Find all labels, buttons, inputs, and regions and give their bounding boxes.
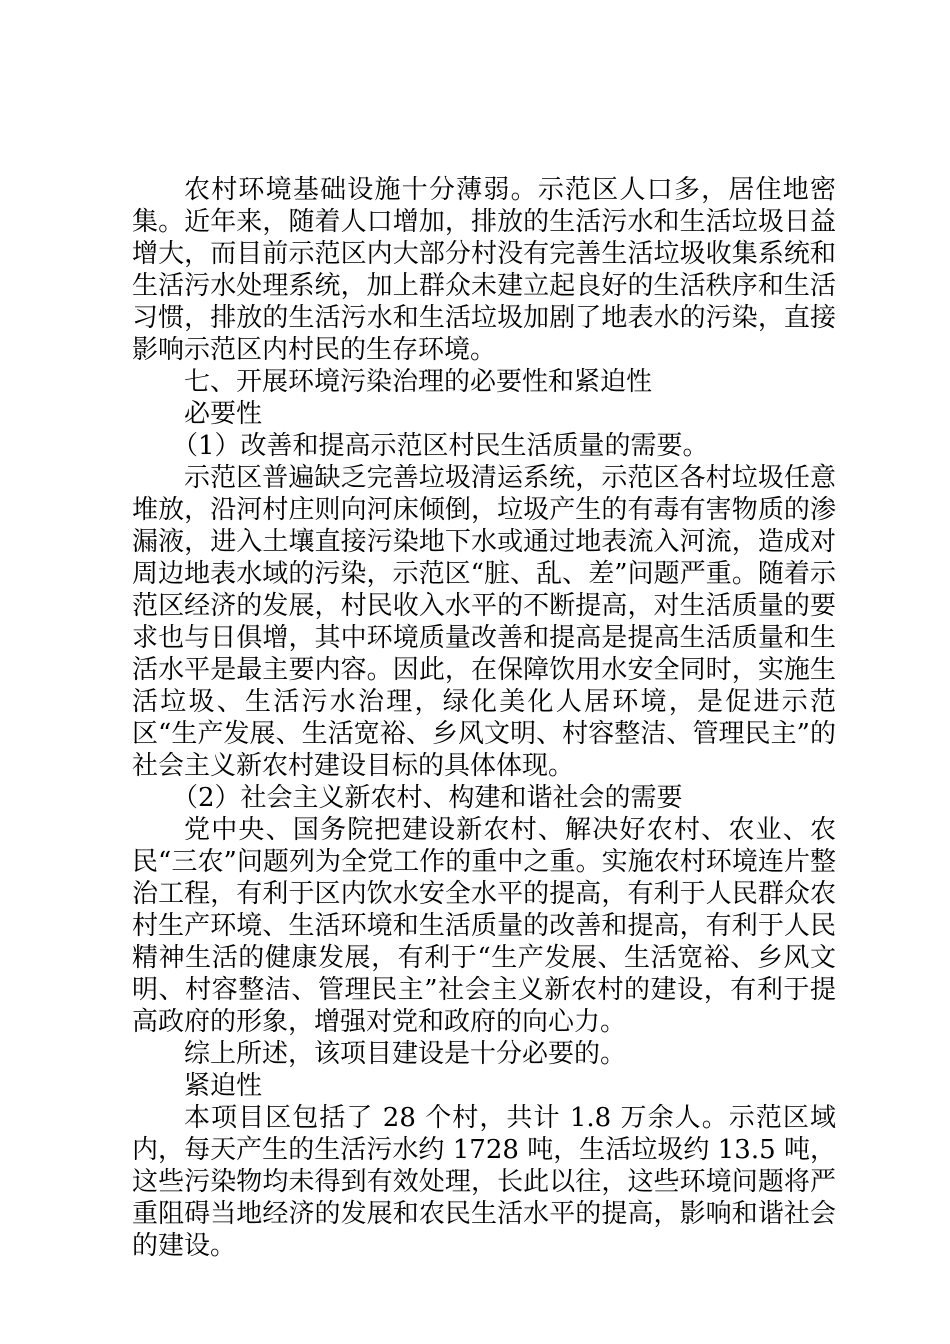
subheading-necessity: 必要性 xyxy=(184,399,263,429)
section-heading-seven: 七、开展环境污染治理的必要性和紧迫性 xyxy=(184,367,653,397)
paragraph-infrastructure: 农村环境基础设施十分薄弱。示范区人口多，居住地密集。近年来，随着人口增加，排放的生活污水和生活垃圾日益增大，而目前示范区内大部分村没有完善生活垃圾收集系统和生活污水处理系统，加上群众未建立起良好的生活秩序和生活习惯，排放的生活污水和生活垃圾加剧了地表水的污染，直接影响示范区内村民的生存环境。 xyxy=(132,175,836,365)
paragraph-urgency: 本项目区包括了 28 个村，共计 1.8 万余人。示范区域内，每天产生的生活污水约 1728 吨，生活垃圾约 13.5 吨，这些污染物均未得到有效处理，长此以往，这些环境问题将严重阻碍当地经济的发展和农民生活水平的提高，影响和谐社会的建设。 xyxy=(132,1103,836,1261)
paragraph-point-one: 示范区普遍缺乏完善垃圾清运系统，示范区各村垃圾任意堆放，沿河村庄则向河床倾倒，垃圾产生的有毒有害物质的渗漏液，进入土壤直接污染地下水或通过地表流入河流，造成对周边地表水域的污染，示范区“脏、乱、差”问题严重。随着示范区经济的发展，村民收入水平的不断提高，对生活质量的要求也与日俱增，其中环境质量改善和提高是提高生活质量和生活水平是最主要内容。因此，在保障饮用水安全同时，实施生活垃圾、生活污水治理，绿化美化人居环境，是促进示范区“生产发展、生活宽裕、乡风文明、村容整洁、管理民主”的社会主义新农村建设目标的具体体现。 xyxy=(132,463,836,781)
point-two-heading: （2）社会主义新农村、构建和谐社会的需要 xyxy=(172,783,683,813)
paragraph-conclusion: 综上所述，该项目建设是十分必要的。 xyxy=(184,1039,627,1069)
paragraph-point-two: 党中央、国务院把建设新农村、解决好农村、农业、农民“三农”问题列为全党工作的重中之重。实施农村环境连片整治工程，有利于区内饮水安全水平的提高，有利于人民群众农村生产环境、生活环境和生活质量的改善和提高，有利于人民精神生活的健康发展，有利于“生产发展、生活宽裕、乡风文明、村容整洁、管理民主”社会主义新农村的建设，有利于提高政府的形象，增强对党和政府的向心力。 xyxy=(132,815,836,1037)
point-one-heading: （1）改善和提高示范区村民生活质量的需要。 xyxy=(172,431,709,461)
subheading-urgency: 紧迫性 xyxy=(184,1071,263,1101)
document-body xyxy=(132,174,836,1262)
